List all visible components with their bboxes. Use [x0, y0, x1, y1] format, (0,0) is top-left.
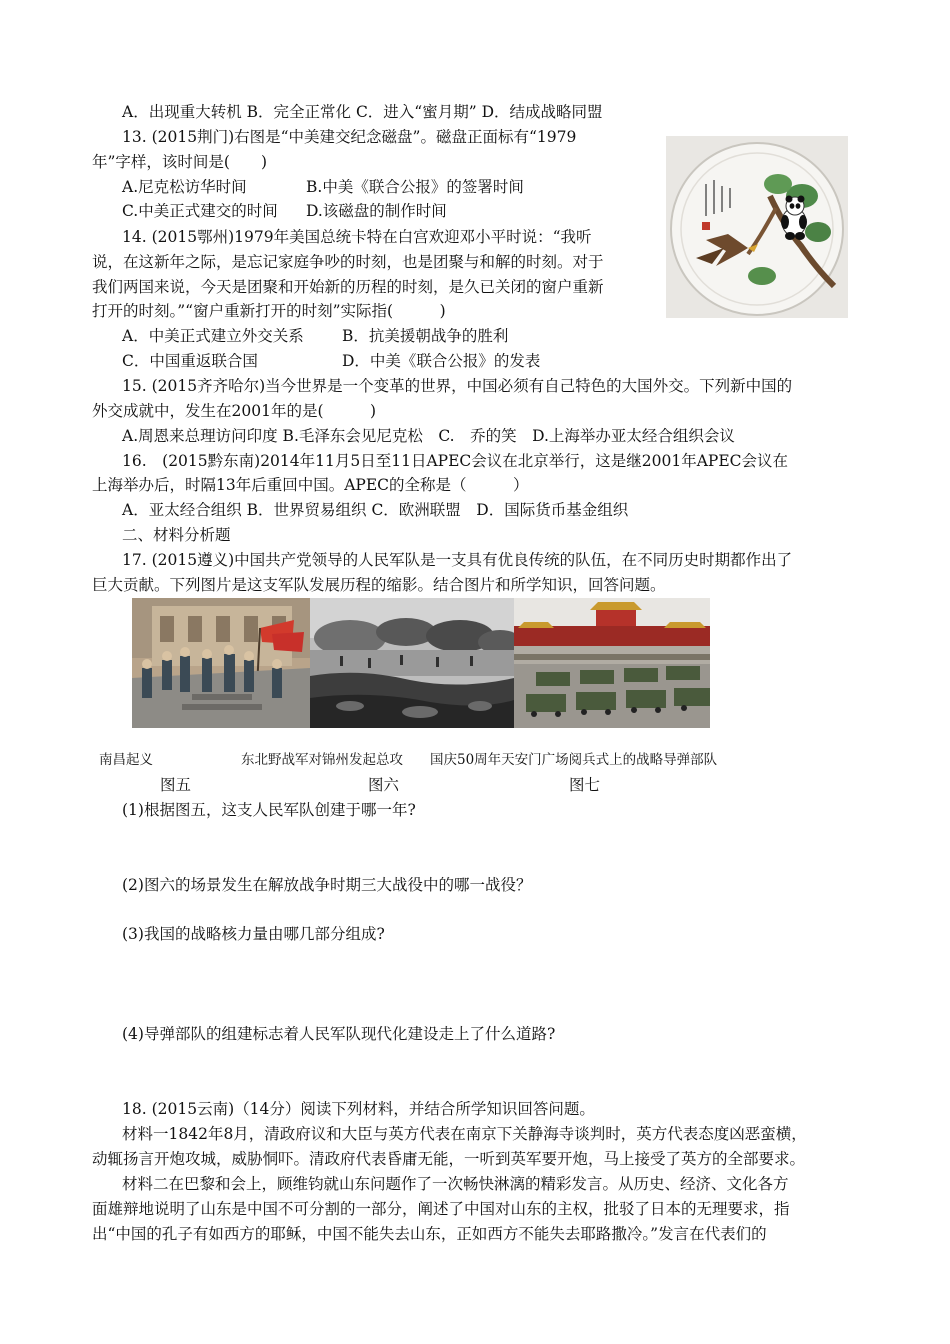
q13-option-b: B.中美《联合公报》的签署时间: [306, 178, 524, 196]
q17-stem-line2: 巨大贡献。下列图片是这支军队发展历程的缩影。结合图片和所学知识，回答问题。: [92, 576, 666, 594]
section-title: 二、材料分析题: [122, 526, 231, 544]
q14-option-a: A．中美正式建立外交关系: [122, 327, 304, 345]
q18-material2-line1: 材料二在巴黎和会上，顾维钧就山东问题作了一次畅快淋漓的精彩发言。从历史、经济、文化各方: [122, 1175, 789, 1193]
q18-stem: 18. (2015云南)（14分）阅读下列材料，并结合所学知识回答问题。: [122, 1100, 595, 1118]
q14-stem-line1: 14. (2015鄂州)1979年美国总统卡特在白宫欢迎邓小平时说：“我听: [122, 228, 592, 246]
q16-options: A．亚太经合组织 B．世界贸易组织 C．欧洲联盟 D．国际货币基金组织: [122, 501, 629, 519]
q16-stem-line1: 16. (2015黔东南)2014年11月5日至11日APEC会议在北京举行，这是继2001年APEC会议在: [122, 452, 788, 470]
q15-stem-line2: 外交成就中，发生在2001年的是( ): [92, 402, 377, 420]
q14-stem-line4: 打开的时刻。”“窗户重新打开的时刻”实际指( ): [92, 302, 446, 320]
q12-options: A．出现重大转机 B．完全正常化 C．进入“蜜月期” D．结成战略同盟: [122, 103, 603, 121]
q15-options: A.周恩来总理访问印度 B.毛泽东会见尼克松 C. 乔的笑 D.上海举办亚太经合组织会议: [122, 427, 735, 445]
q18-material1-line1: 材料一1842年8月，清政府议和大臣与英方代表在南京下关静海寺谈判时，英方代表态度凶恶蛮横，: [122, 1125, 807, 1143]
q14-stem-line2: 说，在这新年之际，是忘记家庭争吵的时刻，也是团聚与和解的时刻。对于: [92, 253, 604, 271]
q13-option-c: C.中美正式建交的时间: [122, 202, 278, 220]
q18-material1-line2: 动辄扬言开炮攻城，威胁恫吓。清政府代表昏庸无能，一听到英军要开炮，马上接受了英方的全部要求。: [92, 1150, 806, 1168]
figure-7-missile-parade-image: [514, 598, 710, 728]
q17-subquestion-4: (4)导弹部队的组建标志着人民军队现代化建设走上了什么道路?: [122, 1025, 556, 1043]
q14-option-b: B．抗美援朝战争的胜利: [342, 327, 509, 345]
q14-option-d: D．中美《联合公报》的发表: [342, 352, 541, 370]
q18-material2-line3: 出“中国的孔子有如西方的耶稣，中国不能失去山东，正如西方不能失去耶路撒冷。”发言在代表们的: [92, 1225, 767, 1243]
figure-5-label: 图五: [160, 776, 192, 794]
figure-6-caption: 东北野战军对锦州发起总攻: [241, 752, 403, 768]
q17-subquestion-2: (2)图六的场景发生在解放战争时期三大战役中的哪一战役？: [122, 876, 532, 894]
q17-stem-line1: 17. (2015遵义)中国共产党领导的人民军队是一支具有优良传统的队伍，在不同历史时期都作出了: [122, 551, 793, 569]
figure-7-caption: 国庆50周年天安门广场阅兵式上的战略导弹部队: [430, 752, 718, 768]
q13-stem-line2: 年”字样，该时间是( ): [92, 153, 268, 171]
figure-5-nanchang-uprising-image: [132, 598, 310, 728]
commemorative-plate-image: [666, 136, 848, 318]
q13-option-a: A.尼克松访华时间: [122, 178, 247, 196]
q15-stem-line1: 15. (2015齐齐哈尔)当今世界是一个变革的世界，中国必须有自己特色的大国外交。下列新中国的: [122, 377, 793, 395]
q17-subquestion-1: (1)根据图五，这支人民军队创建于哪一年?: [122, 801, 416, 819]
figure-5-caption: 南昌起义: [99, 752, 153, 768]
q13-stem-line1: 13. (2015荆门)右图是“中美建交纪念磁盘”。磁盘正面标有“1979: [122, 128, 577, 146]
figure-6-jinzhou-attack-image: [310, 598, 514, 728]
q18-material2-line2: 面雄辩地说明了山东是中国不可分割的一部分，阐述了中国对山东的主权，批驳了日本的无理要求，指: [92, 1200, 790, 1218]
q14-stem-line3: 我们两国来说，今天是团聚和开始新的历程的时刻，是久已关闭的窗户重新: [92, 278, 604, 296]
figure-6-label: 图六: [368, 776, 400, 794]
q17-subquestion-3: (3)我国的战略核力量由哪几部分组成?: [122, 925, 385, 943]
figure-7-label: 图七: [569, 776, 601, 794]
q13-option-d: D.该磁盘的制作时间: [306, 202, 447, 220]
q16-stem-line2: 上海举办后，时隔13年后重回中国。APEC的全称是（ ）: [92, 476, 529, 494]
q14-option-c: C．中国重返联合国: [122, 352, 258, 370]
